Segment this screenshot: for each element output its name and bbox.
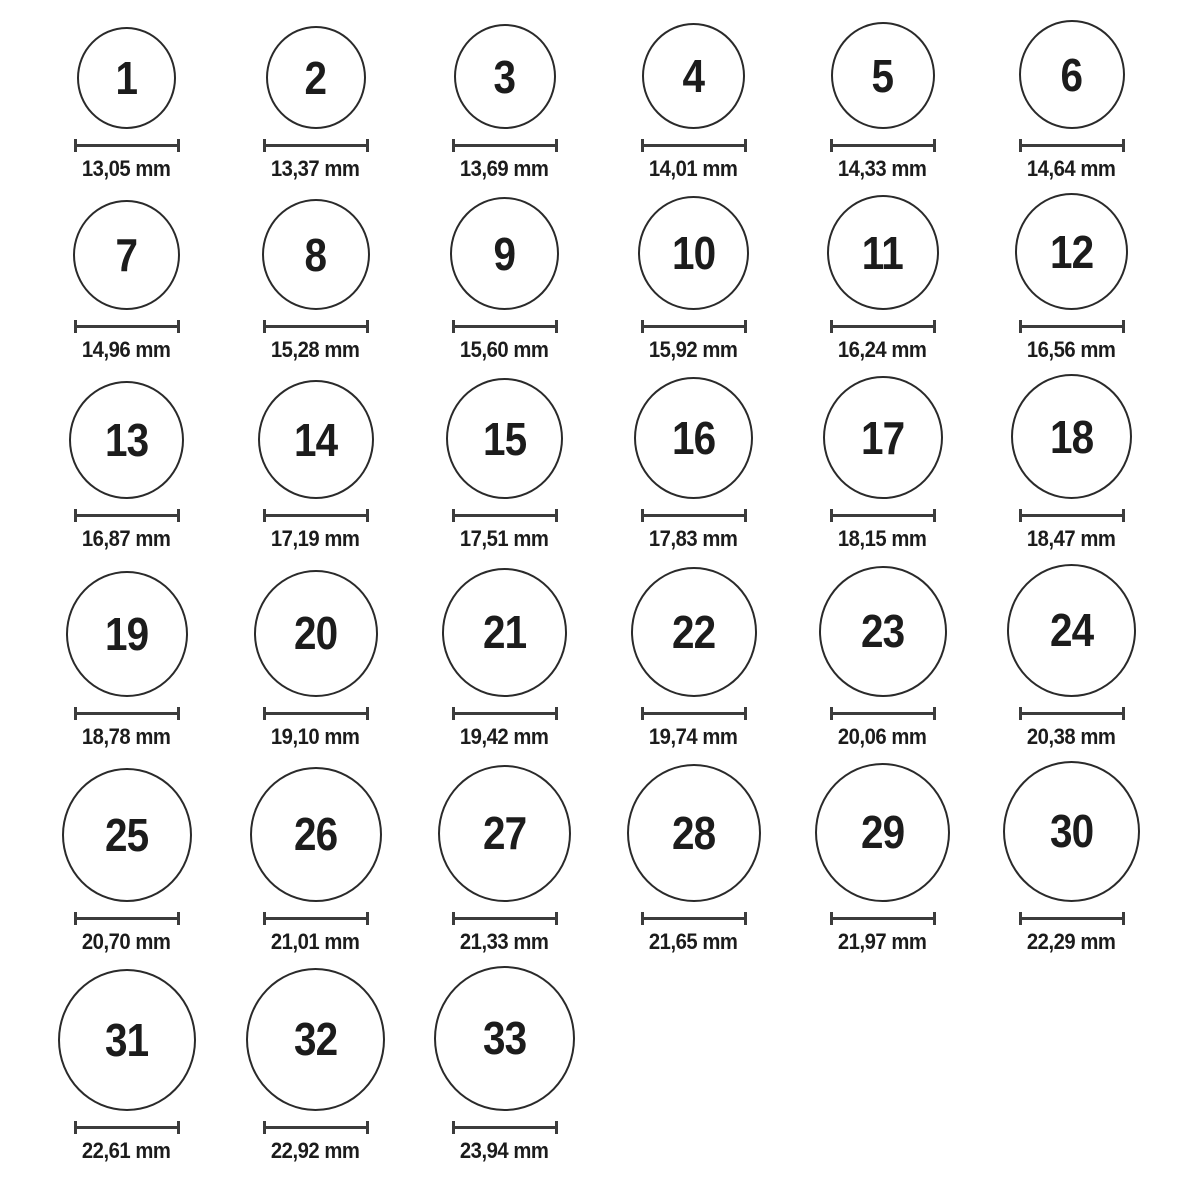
diameter-label: 19,74 mm xyxy=(649,723,738,749)
ring-circle xyxy=(442,568,567,697)
ring-size-number: 32 xyxy=(293,1013,338,1066)
ring-circle xyxy=(246,968,385,1111)
diameter-measure-line xyxy=(641,509,747,522)
ring-size-cell xyxy=(221,570,410,749)
ring-size-number: 19 xyxy=(104,607,149,660)
ring-circle xyxy=(73,200,180,310)
ring-size-number: 1 xyxy=(115,52,138,104)
diameter-measure-line xyxy=(830,912,936,925)
ring-size-number: 24 xyxy=(1049,604,1094,657)
ring-circle xyxy=(1011,374,1132,499)
ring-size-number: 2 xyxy=(304,51,327,104)
ring-size-number: 14 xyxy=(293,413,338,466)
diameter-measure-line xyxy=(830,320,936,333)
diameter-measure-line xyxy=(1019,707,1125,720)
ring-size-cell xyxy=(788,376,977,551)
diameter-measure-line xyxy=(74,912,180,925)
ring-size-cell xyxy=(410,966,599,1163)
ring-circle xyxy=(446,378,563,499)
ring-size-cell xyxy=(221,199,410,362)
diameter-measure-line xyxy=(263,1121,369,1134)
ring-size-cell xyxy=(32,571,221,749)
ring-circle xyxy=(642,23,745,129)
diameter-label: 15,28 mm xyxy=(271,337,360,363)
ring-size-cell xyxy=(788,22,977,181)
ring-circle xyxy=(454,24,556,129)
ring-size-cell xyxy=(977,20,1166,181)
diameter-measure-line xyxy=(74,509,180,522)
diameter-measure-line xyxy=(452,509,558,522)
diameter-measure-line xyxy=(641,707,747,720)
diameter-measure-line xyxy=(1019,509,1125,522)
ring-size-number: 11 xyxy=(861,226,904,279)
ring-size-cell xyxy=(32,768,221,954)
diameter-measure-line xyxy=(263,509,369,522)
diameter-label: 20,70 mm xyxy=(82,928,171,954)
ring-size-cell xyxy=(599,764,788,954)
diameter-measure-line xyxy=(263,320,369,333)
diameter-label: 13,37 mm xyxy=(271,156,360,181)
ring-size-number: 29 xyxy=(860,806,905,859)
ring-circle xyxy=(266,26,366,129)
ring-size-number: 27 xyxy=(482,807,527,860)
diameter-measure-line xyxy=(263,707,369,720)
ring-size-cell xyxy=(221,767,410,954)
diameter-measure-line xyxy=(830,707,936,720)
ring-size-cell xyxy=(32,200,221,362)
ring-circle xyxy=(1003,761,1140,902)
ring-size-number: 8 xyxy=(304,228,327,281)
ring-size-number: 26 xyxy=(293,808,338,861)
ring-circle xyxy=(1007,564,1136,697)
ring-size-grid xyxy=(32,20,1170,1163)
diameter-label: 19,10 mm xyxy=(271,723,360,749)
ring-size-cell xyxy=(977,193,1166,362)
ring-size-cell xyxy=(32,27,221,181)
diameter-label: 23,94 mm xyxy=(460,1137,549,1163)
ring-size-number: 10 xyxy=(671,227,716,280)
ring-size-number: 18 xyxy=(1049,410,1094,463)
ring-circle xyxy=(815,763,950,902)
ring-circle xyxy=(258,380,374,499)
ring-size-number: 17 xyxy=(860,411,905,464)
ring-circle xyxy=(66,571,188,697)
ring-size-cell xyxy=(32,969,221,1163)
diameter-measure-line xyxy=(452,912,558,925)
ring-size-cell xyxy=(221,380,410,551)
diameter-label: 18,78 mm xyxy=(82,723,171,749)
diameter-label: 21,33 mm xyxy=(460,928,549,954)
ring-size-number: 13 xyxy=(104,414,149,467)
diameter-measure-line xyxy=(1019,139,1125,152)
diameter-measure-line xyxy=(641,912,747,925)
ring-circle xyxy=(262,199,370,310)
diameter-label: 22,92 mm xyxy=(271,1137,360,1163)
ring-size-cell xyxy=(410,765,599,954)
diameter-measure-line xyxy=(452,707,558,720)
ring-size-cell xyxy=(599,567,788,749)
diameter-measure-line xyxy=(74,139,180,152)
diameter-label: 14,33 mm xyxy=(838,156,927,181)
diameter-label: 13,05 mm xyxy=(82,156,171,181)
ring-size-number: 22 xyxy=(671,605,716,658)
ring-size-number: 4 xyxy=(682,50,705,102)
ring-size-cell xyxy=(32,381,221,551)
ring-size-number: 15 xyxy=(482,412,527,465)
ring-circle xyxy=(434,966,575,1111)
ring-circle xyxy=(819,566,947,697)
ring-circle xyxy=(254,570,378,697)
diameter-label: 21,01 mm xyxy=(271,928,360,954)
diameter-label: 20,06 mm xyxy=(838,723,927,749)
diameter-label: 21,65 mm xyxy=(649,928,738,954)
ring-circle xyxy=(823,376,943,499)
ring-size-cell xyxy=(599,377,788,551)
ring-circle xyxy=(250,767,382,902)
ring-size-number: 16 xyxy=(671,412,716,465)
diameter-label: 16,56 mm xyxy=(1027,337,1116,363)
diameter-measure-line xyxy=(74,1121,180,1134)
ring-size-number: 28 xyxy=(671,806,716,859)
diameter-label: 20,38 mm xyxy=(1027,723,1116,749)
ring-circle xyxy=(831,22,935,129)
diameter-label: 14,96 mm xyxy=(82,337,171,363)
diameter-measure-line xyxy=(74,320,180,333)
ring-size-number: 6 xyxy=(1060,48,1083,101)
diameter-measure-line xyxy=(452,1121,558,1134)
ring-size-cell xyxy=(977,374,1166,551)
diameter-label: 21,97 mm xyxy=(838,928,927,954)
diameter-measure-line xyxy=(263,139,369,152)
diameter-measure-line xyxy=(452,139,558,152)
ring-size-cell xyxy=(410,378,599,551)
ring-size-number: 21 xyxy=(482,606,527,659)
ring-circle xyxy=(631,567,757,697)
ring-size-cell xyxy=(788,195,977,362)
ring-size-number: 25 xyxy=(104,808,149,861)
ring-circle xyxy=(1019,20,1125,129)
ring-circle xyxy=(634,377,753,499)
ring-size-number: 31 xyxy=(104,1013,149,1066)
ring-size-number: 23 xyxy=(860,605,905,658)
ring-size-cell xyxy=(410,568,599,749)
ring-size-number: 3 xyxy=(493,50,516,103)
ring-circle xyxy=(69,381,184,499)
ring-circle xyxy=(827,195,939,310)
diameter-label: 15,60 mm xyxy=(460,337,549,363)
diameter-measure-line xyxy=(641,320,747,333)
ring-size-cell xyxy=(977,564,1166,749)
diameter-label: 17,51 mm xyxy=(460,526,549,552)
diameter-label: 18,15 mm xyxy=(838,526,927,552)
ring-size-cell xyxy=(410,197,599,362)
ring-size-number: 20 xyxy=(293,607,338,660)
ring-circle xyxy=(1015,193,1128,310)
ring-circle xyxy=(438,765,571,902)
ring-size-cell xyxy=(599,196,788,362)
ring-size-cell xyxy=(788,763,977,954)
diameter-label: 19,42 mm xyxy=(460,723,549,749)
diameter-measure-line xyxy=(1019,320,1125,333)
ring-size-cell xyxy=(221,26,410,181)
diameter-measure-line xyxy=(74,707,180,720)
ring-circle xyxy=(638,196,749,310)
ring-size-number: 30 xyxy=(1049,805,1094,858)
ring-circle xyxy=(62,768,192,902)
ring-circle xyxy=(627,764,761,902)
ring-circle xyxy=(450,197,559,310)
diameter-label: 14,64 mm xyxy=(1027,156,1116,181)
ring-size-number: 5 xyxy=(871,49,894,102)
ring-size-cell xyxy=(221,968,410,1163)
ring-size-cell xyxy=(410,24,599,181)
diameter-label: 22,61 mm xyxy=(82,1137,171,1163)
ring-size-number: 9 xyxy=(493,227,516,280)
ring-size-number: 7 xyxy=(115,229,138,282)
diameter-measure-line xyxy=(1019,912,1125,925)
diameter-label: 13,69 mm xyxy=(460,156,549,181)
ring-size-number: 33 xyxy=(482,1012,527,1065)
ring-size-number: 12 xyxy=(1049,225,1094,278)
diameter-measure-line xyxy=(830,509,936,522)
diameter-measure-line xyxy=(641,139,747,152)
diameter-label: 17,83 mm xyxy=(649,526,738,552)
diameter-measure-line xyxy=(830,139,936,152)
diameter-label: 22,29 mm xyxy=(1027,928,1116,954)
diameter-label: 16,24 mm xyxy=(838,337,927,363)
diameter-measure-line xyxy=(263,912,369,925)
ring-size-cell xyxy=(599,23,788,181)
diameter-measure-line xyxy=(452,320,558,333)
diameter-label: 16,87 mm xyxy=(82,526,171,552)
diameter-label: 17,19 mm xyxy=(271,526,360,552)
diameter-label: 14,01 mm xyxy=(649,156,738,181)
diameter-label: 15,92 mm xyxy=(649,337,738,363)
diameter-label: 18,47 mm xyxy=(1027,526,1116,552)
ring-circle xyxy=(58,969,196,1111)
ring-size-cell xyxy=(788,566,977,749)
ring-size-cell xyxy=(977,761,1166,954)
ring-circle xyxy=(77,27,176,129)
